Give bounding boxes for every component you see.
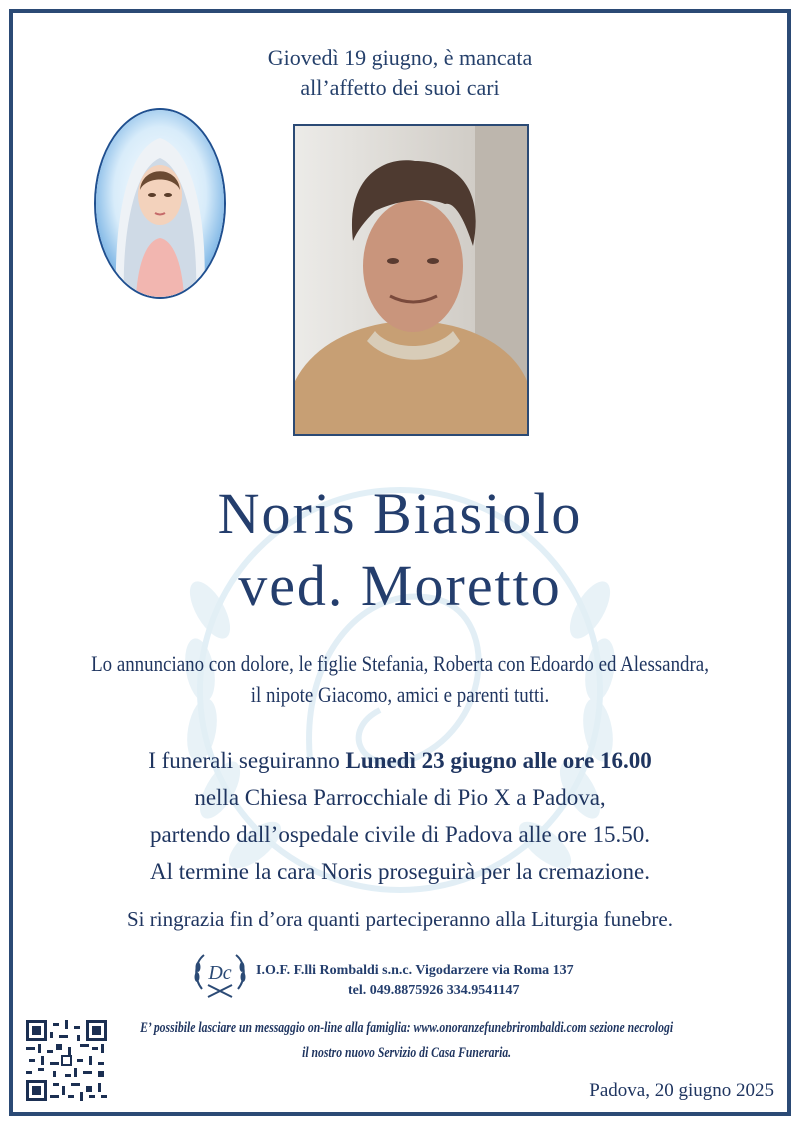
announcement-line-2: all’affetto dei suoi cari bbox=[300, 75, 500, 100]
family-line-1: Lo annunciano con dolore, le figlie Stefania, Roberta con Edoardo ed Alessandra, bbox=[91, 651, 709, 676]
family-announcement bbox=[56, 648, 744, 710]
funeral-line-2: nella Chiesa Parrocchiale di Pio X a Padova, bbox=[194, 785, 606, 810]
funeral-line-1-text: I funerali seguiranno bbox=[148, 748, 346, 773]
deceased-portrait-photo bbox=[293, 124, 529, 436]
funeral-details bbox=[0, 742, 800, 890]
online-message-line-2: il nostro nuovo Servizio di Casa Funeraria. bbox=[302, 1045, 512, 1061]
agency-info bbox=[256, 961, 574, 1001]
place-date: Padova, 20 giugno 2025 bbox=[589, 1080, 774, 1101]
online-message-note bbox=[95, 1016, 719, 1066]
announcement-line-1: Giovedì 19 giugno, è mancata bbox=[267, 45, 533, 70]
agency-phone: tel. 049.8875926 334.9541147 bbox=[348, 983, 520, 998]
funeral-line-4: Al termine la cara Noris proseguirà per la cremazione. bbox=[149, 859, 650, 884]
family-line-2: il nipote Giacomo, amici e parenti tutti. bbox=[250, 682, 550, 707]
deceased-name bbox=[0, 478, 800, 622]
madonna-portrait-image bbox=[94, 108, 226, 299]
announcement bbox=[0, 43, 800, 103]
funeral-line-3: partendo dall’ospedale civile di Padova alle ore 15.50. bbox=[149, 822, 651, 847]
svg-text:Dc: Dc bbox=[208, 962, 232, 984]
online-message-line-1: E’ possibile lasciare un messaggio on-line alla famiglia: www.onoranzefunebrirombaldi.com sezione necrologi bbox=[140, 1020, 674, 1036]
rombaldi-logo bbox=[190, 945, 250, 1005]
thanks-line: Si ringrazia fin d’ora quanti parteciperanno alla Liturgia funebre. bbox=[127, 907, 673, 931]
funeral-date-time: Lunedì 23 giugno alle ore 16.00 bbox=[345, 748, 652, 773]
name-line-1: Noris Biasiolo bbox=[217, 481, 583, 546]
name-line-2: ved. Moretto bbox=[238, 553, 562, 618]
funeral-line-1 bbox=[0, 742, 800, 779]
agency-address: I.O.F. F.lli Rombaldi s.n.c. Vigodarzere via Roma 137 bbox=[256, 963, 574, 978]
